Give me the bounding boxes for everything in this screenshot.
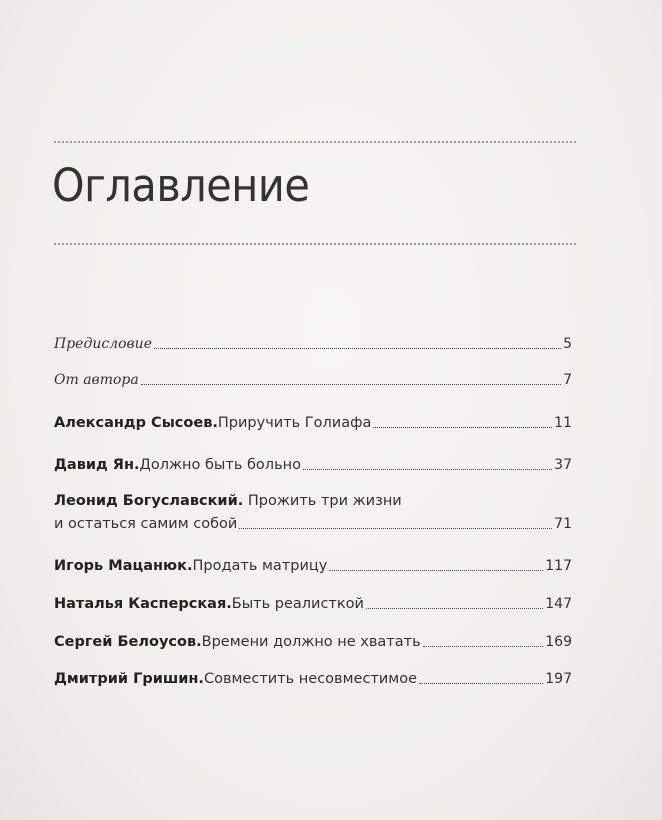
dot-leader xyxy=(329,570,543,571)
toc-entry-work: Должно быть больно xyxy=(139,457,301,473)
toc-page-number: 11 xyxy=(554,415,572,431)
toc-entry-kasperskaya[interactable] xyxy=(54,595,572,613)
dot-leader xyxy=(373,427,552,428)
dot-leader xyxy=(303,469,552,470)
dot-leader xyxy=(154,348,561,349)
toc-page-number: 37 xyxy=(554,457,572,473)
toc-page-number: 71 xyxy=(554,516,572,532)
dot-leader xyxy=(419,683,543,684)
toc-page-number: 7 xyxy=(563,372,572,388)
dot-leader xyxy=(366,608,543,609)
toc-entry-from-author[interactable] xyxy=(54,371,572,389)
toc-entry-author: Александр Сысоев. xyxy=(54,415,218,431)
toc-entry-line-2 xyxy=(54,515,572,533)
toc-page-number: 147 xyxy=(545,596,572,612)
toc-entry-title: От автора xyxy=(54,372,139,388)
toc-page-number: 5 xyxy=(563,336,572,352)
toc-entry-author: Наталья Касперская. xyxy=(54,596,232,612)
top-dotted-rule xyxy=(54,141,576,143)
toc-entry-work: Прожить три жизни xyxy=(243,493,402,509)
toc-entry-author: Леонид Богуславский. xyxy=(54,493,244,509)
toc-entry-work: Совместить несовместимое xyxy=(203,671,418,687)
dot-leader xyxy=(423,646,544,647)
toc-entry-line-1 xyxy=(54,492,572,510)
toc-entry-work-continued: и остаться самим собой xyxy=(54,516,238,532)
toc-entry-sysoev[interactable] xyxy=(54,414,572,432)
toc-entry-belousov[interactable] xyxy=(54,633,572,651)
toc-entry-boguslavsky[interactable] xyxy=(54,492,572,533)
dot-leader xyxy=(141,384,561,385)
toc-entry-work: Времени должно не хватать xyxy=(201,634,421,650)
toc-page-number: 197 xyxy=(545,671,572,687)
dot-leader xyxy=(239,528,552,529)
toc-entry-author: Дмитрий Гришин. xyxy=(54,671,204,687)
toc-entry-work: Продать матрицу xyxy=(192,558,328,574)
toc-entry-yan[interactable] xyxy=(54,456,572,474)
toc-entry-author: Игорь Мацанюк. xyxy=(54,558,193,574)
toc-entry-title: Предисловие xyxy=(54,336,152,352)
bottom-dotted-rule xyxy=(54,243,576,245)
toc-entry-preface[interactable] xyxy=(54,335,572,353)
toc-page-number: 117 xyxy=(545,558,572,574)
toc-entry-work: Приручить Голиафа xyxy=(217,415,372,431)
toc-entry-author: Давид Ян. xyxy=(54,457,140,473)
page-title: Оглавление xyxy=(52,159,310,212)
toc-entry-grishin[interactable] xyxy=(54,670,572,688)
toc-entry-author: Сергей Белоусов. xyxy=(54,634,202,650)
toc-entry-matsanyuk[interactable] xyxy=(54,557,572,575)
toc-page-number: 169 xyxy=(545,634,572,650)
toc-entry-work: Быть реалисткой xyxy=(231,596,364,612)
